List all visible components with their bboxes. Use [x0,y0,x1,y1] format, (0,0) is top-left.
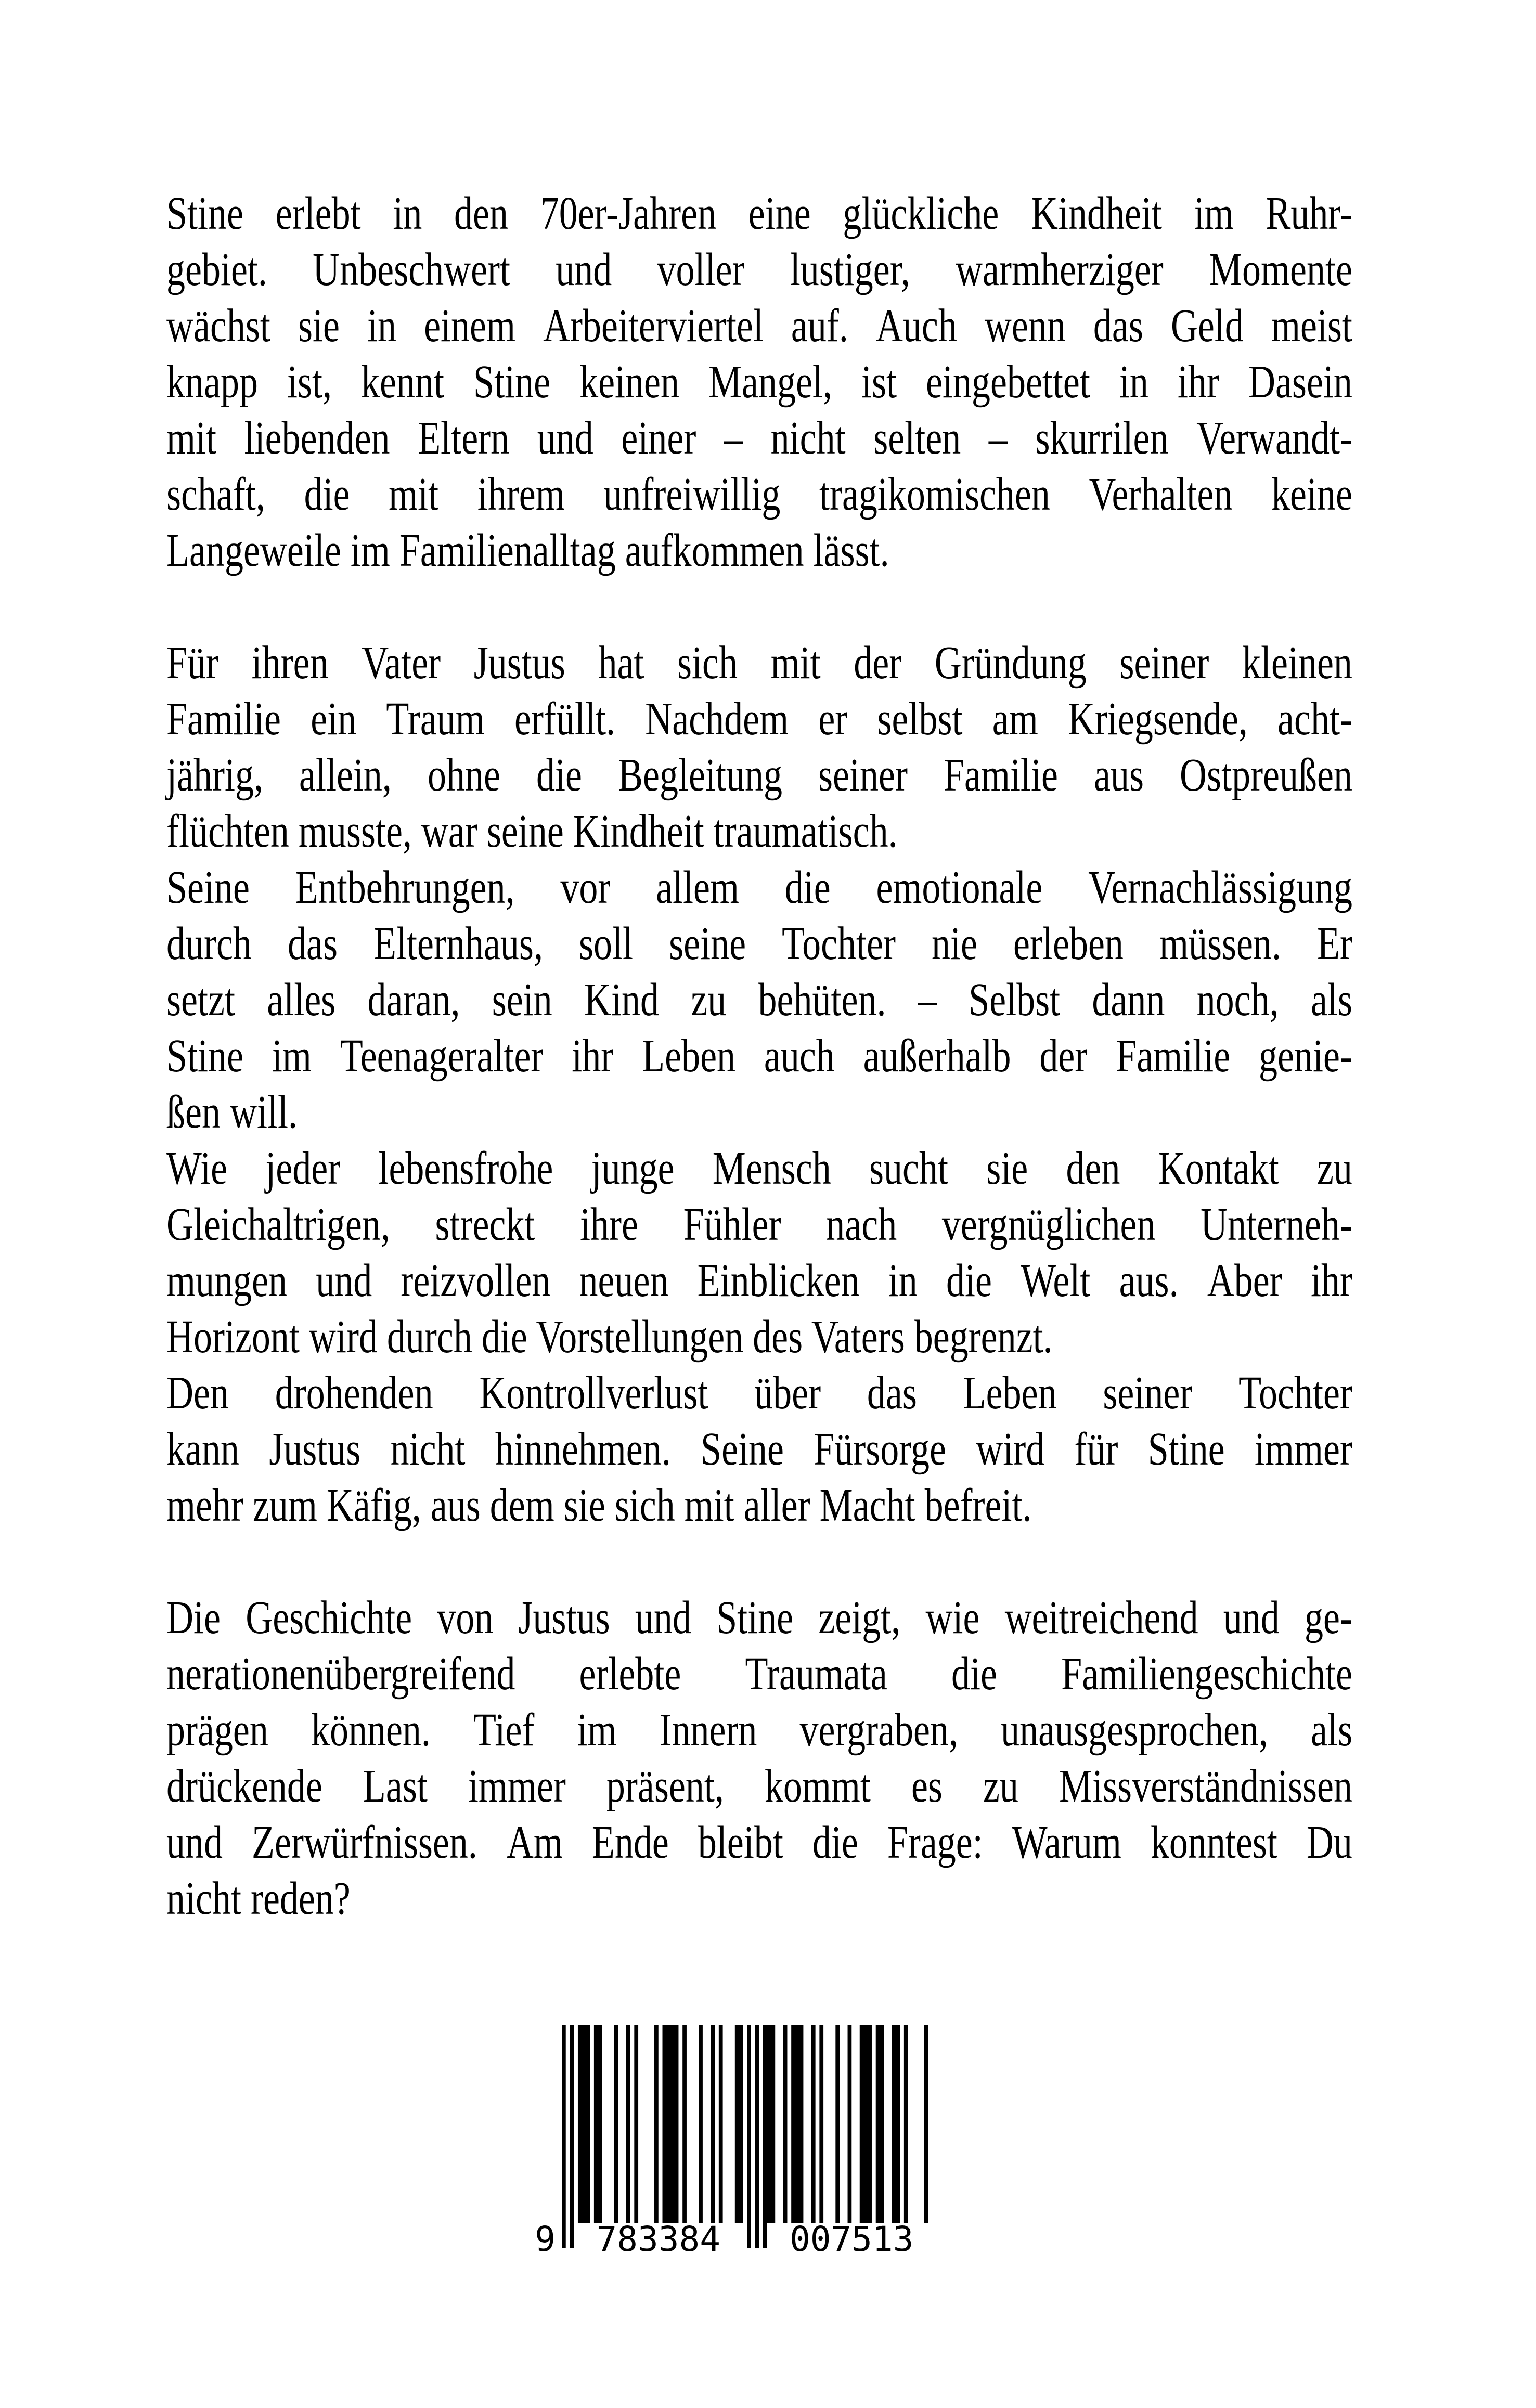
text-line: ßen will. [166,1086,298,1138]
barcode-bar [924,2025,928,2223]
text-line: Seine Entbehrungen, vor allem die emotionale Vernachlässigung [166,862,1352,913]
isbn-digit-first: 9 [535,2219,556,2259]
barcode-bar [634,2025,638,2223]
barcode-bar [860,2025,872,2223]
barcode-bar [719,2025,723,2223]
barcode-bar [876,2025,884,2223]
text-line: Die Geschichte von Justus und Stine zeigt, wie weitreichend und ge- [166,1592,1352,1643]
back-cover-text [166,186,1352,1927]
barcode-bar [570,2025,574,2248]
barcode-bar [767,2025,775,2223]
text-line: flüchten musste, war seine Kindheit traumatisch. [166,806,898,857]
paragraph [166,1590,1352,1927]
barcode-bar [735,2025,743,2223]
isbn-digits-left: 783384 [596,2219,720,2259]
paragraph [166,860,1352,1141]
text-line: Wie jeder lebensfrohe junge Mensch sucht sie den Kontakt zu [166,1143,1352,1194]
text-line: und Zerwürfnissen. Am Ende bleibt die Frage: Warum konntest Du [166,1817,1352,1868]
text-line: Für ihren Vater Justus hat sich mit der Gründung seiner kleinen [166,637,1352,689]
isbn-digits-right: 007513 [790,2219,914,2259]
barcode-bar [747,2025,751,2248]
text-line: Stine im Teenageralter ihr Leben auch außerhalb der Familie genie- [166,1030,1352,1082]
barcode-bar [892,2025,900,2223]
barcode-bar [614,2025,618,2223]
barcode-bar [626,2025,630,2223]
barcode-bar [578,2025,590,2223]
text-line: Langeweile im Familienalltag aufkommen lässt. [166,525,889,576]
isbn-barcode [510,2025,952,2272]
text-line: durch das Elternhaus, soll seine Tochter nie erleben müssen. Er [166,918,1352,969]
text-line: schaft, die mit ihrem unfreiwillig tragikomischen Verhalten keine [166,469,1352,520]
text-line: jährig, allein, ohne die Begleitung seiner Familie aus Ostpreußen [166,749,1352,801]
text-line: gebiet. Unbeschwert und voller lustiger, warmherziger Momente [166,244,1352,295]
paragraph [166,635,1352,860]
text-line: setzt alles daran, sein Kind zu behüten. – Selbst dann noch, als [166,974,1352,1026]
barcode-bar [819,2025,823,2223]
barcode-bar [763,2025,767,2248]
text-line: mit liebenden Eltern und einer – nicht selten – skurrilen Verwandt- [166,412,1352,464]
barcode-bar [783,2025,788,2223]
barcode-bar [904,2025,908,2223]
barcode-bar [755,2025,759,2248]
barcode-bar [594,2025,602,2223]
barcode-bar [682,2025,687,2223]
paragraph [166,1365,1352,1534]
text-line: nicht reden? [166,1873,351,1924]
text-line: Familie ein Traum erfüllt. Nachdem er selbst am Kriegsende, acht- [166,693,1352,745]
barcode-bar [711,2025,715,2223]
barcode-bar [791,2025,803,2223]
text-line: Horizont wird durch die Vorstellungen des Vaters begrenzt. [166,1311,1053,1363]
text-line: Gleichaltrigen, streckt ihre Fühler nach vergnüglichen Unterneh- [166,1199,1352,1250]
barcode-bar [835,2025,840,2223]
barcode-bar [811,2025,816,2223]
barcode-bar [654,2025,659,2223]
text-line: Den drohenden Kontrollverlust über das Leben seiner Tochter [166,1367,1352,1419]
text-line: wächst sie in einem Arbeiterviertel auf. Auch wenn das Geld meist [166,300,1352,352]
barcode-bar [562,2025,566,2248]
paragraph [166,1141,1352,1365]
text-line: mehr zum Käfig, aus dem sie sich mit aller Macht befreit. [166,1480,1032,1531]
text-line: drückende Last immer präsent, kommt es zu Missverständnissen [166,1760,1352,1812]
text-line: knapp ist, kennt Stine keinen Mangel, ist eingebettet in ihr Dasein [166,356,1352,408]
barcode-bar [848,2025,852,2223]
text-line: Stine erlebt in den 70er-Jahren eine glückliche Kindheit im Ruhr- [166,188,1352,239]
text-line: kann Justus nicht hinnehmen. Seine Fürsorge wird für Stine immer [166,1423,1352,1475]
text-line: prägen können. Tief im Innern vergraben, unausgesprochen, als [166,1704,1352,1756]
text-line: nerationenübergreifend erlebte Traumata die Familiengeschichte [166,1648,1352,1700]
barcode-bar [663,2025,679,2223]
barcode-bar [699,2025,703,2223]
paragraph [166,186,1352,579]
text-line: mungen und reizvollen neuen Einblicken in die Welt aus. Aber ihr [166,1255,1352,1306]
